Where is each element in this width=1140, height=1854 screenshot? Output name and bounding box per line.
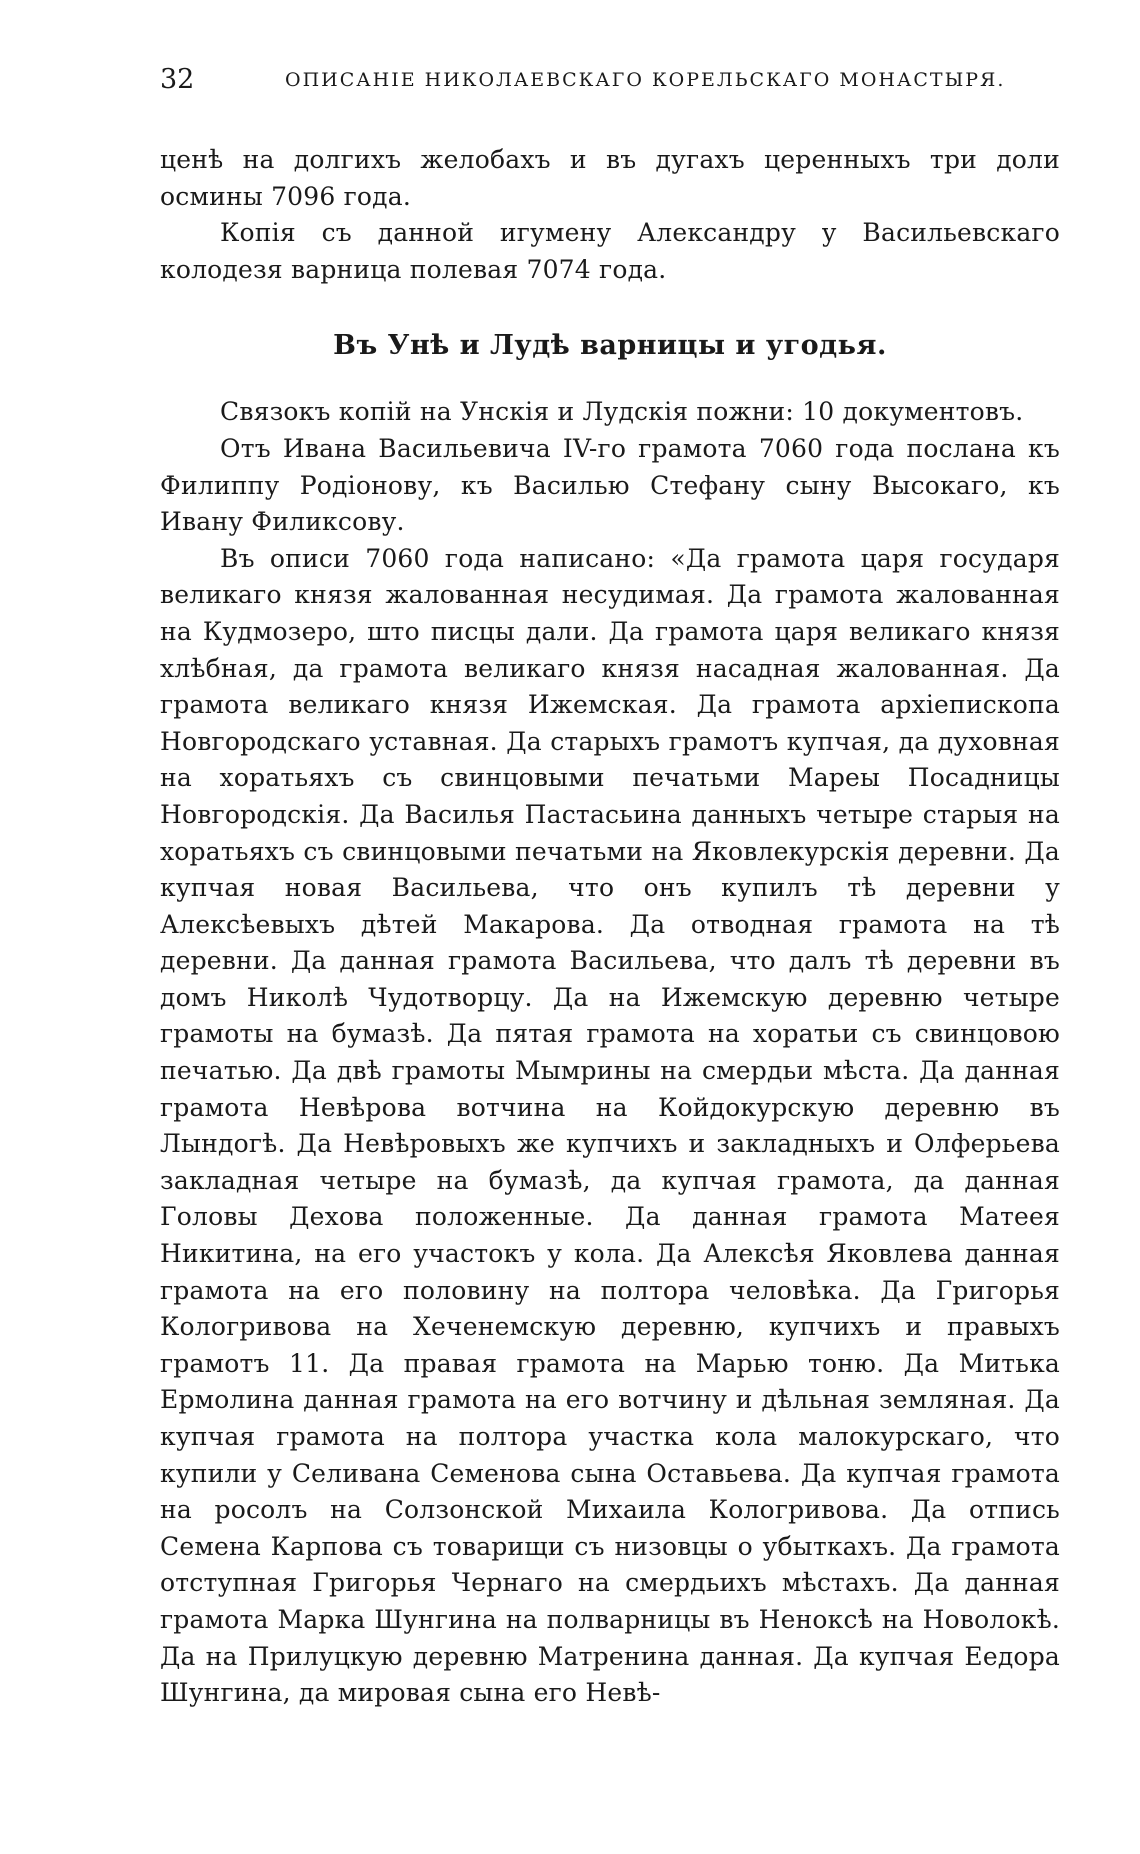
paragraph-continuation: ценѣ на долгихъ желобахъ и въ дугахъ церенныхъ три доли осмины 7096 года. (160, 145, 1060, 211)
section-heading: Въ Унѣ и Лудѣ варницы и угодья. (333, 330, 887, 362)
paragraph-copy-record: Копія съ данной игумену Александру у Васильевскаго колодезя варница полевая 7074 года. (160, 218, 1060, 284)
running-title: ОПИСАНІЕ НИКОЛАЕВСКАГО КОРЕЛЬСКАГО МОНАСТЫРЯ. (285, 69, 1006, 91)
page-body (160, 142, 1060, 1712)
paragraph-bundle-summary: Связокъ копій на Унскія и Лудскія пожни: 10 документовъ. (220, 397, 1024, 427)
paragraph-inventory-7060: Въ описи 7060 года написано: «Да грамота царя государя великаго князя жалованная несудимая. Да грамота жалованная на Кудмозеро, што писцы дали. Да грамота царя великаго князя хлѣбная, да грамота великаго князя насадная жалованная. Да грамота великаго князя Ижемская. Да грамота архіепископа Новгородскаго уставная. Да старыхъ грамотъ купчая, да духовная на хоратьяхъ съ свинцовыми печатьми Мареы Посадницы Новгородскія. Да Василья Пастасьина данныхъ четыре старыя на хоратьяхъ съ свинцовыми печатьми на Яковлекурскія деревни. Да купчая новая Васильева, что онъ купилъ тѣ деревни у Алексѣевыхъ дѣтей Макарова. Да отводная грамота на тѣ деревни. Да данная грамота Васильева, что далъ тѣ деревни въ домъ Николѣ Чудотворцу. Да на Ижемскую деревню четыре грамоты на бумазѣ. Да пятая грамота на хоратьи съ свинцовою печатью. Да двѣ грамоты Мымрины на смердьи мѣста. Да данная грамота Невѣрова вотчина на Койдокурскую деревню въ Лындогѣ. Да Невѣровыхъ же купчихъ и закладныхъ и Олферьева закладная четыре на бумазѣ, да купчая грамота, да данная Головы Дехова положенные. Да данная грамота Матеея Никитина, на его участокъ у кола. Да Алексѣя Яковлева данная грамота на его половину на полтора человѣка. Да Григорья Кологривова на Хеченемскую деревню, купчихъ и правыхъ грамотъ 11. Да правая грамота на Марью тоню. Да Митька Ермолина данная грамота на его вотчину и дѣльная земляная. Да купчая грамота на полтора участка кола малокурскаго, что купили у Селивана Семенова сына Оставьева. Да купчая грамота на росолъ на Солзонской Михаила Кологривова. Да отпись Семена Карпова съ товарищи съ низовцы о убыткахъ. Да грамота отступная Григорья Чернаго на смердьихъ мѣстахъ. Да данная грамота Марка Шунгина на полварницы въ Ненoксѣ на Новолокѣ. Да на Прилуцкую деревню Матренина данная. Да купчая Еедора Шунгина, да мировая сына его Невѣ- (160, 543, 1060, 1708)
running-head (160, 60, 1060, 100)
paragraph-ivan-charter: Отъ Ивана Васильевича IV-го грамота 7060 года послана къ Филиппу Родіонову, къ Василью Стефану сыну Высокаго, къ Ивану Филиксову. (160, 433, 1060, 537)
page-number: 32 (160, 64, 195, 95)
